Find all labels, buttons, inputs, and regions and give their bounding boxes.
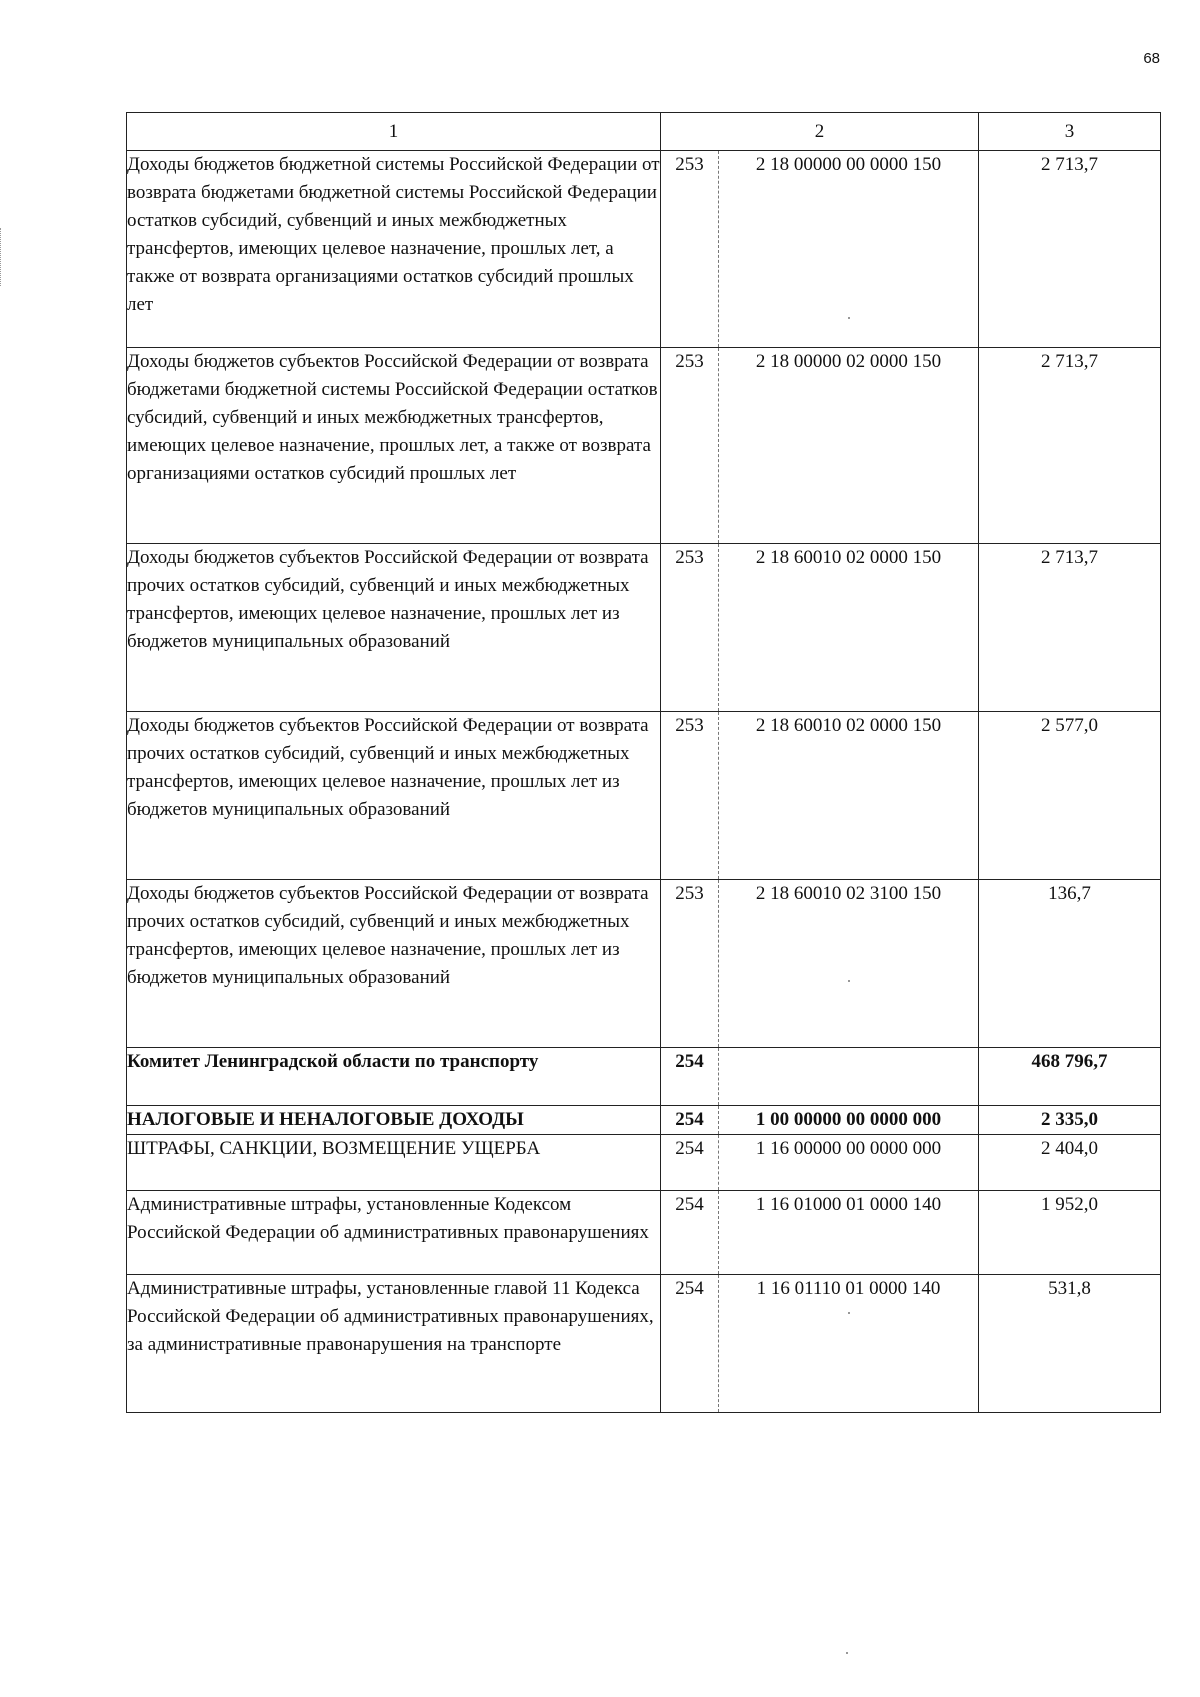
scan-margin-mark (0, 228, 3, 286)
budget-classification-code-cell: 2 18 60010 02 0000 150 (719, 544, 979, 712)
table-header-row (127, 113, 1161, 151)
scan-speck (848, 1312, 850, 1314)
amount-cell: 2 713,7 (979, 544, 1161, 712)
table-row (127, 1275, 1161, 1413)
table-row (127, 348, 1161, 544)
amount-cell: 2 713,7 (979, 151, 1161, 348)
revenue-name-cell: Комитет Ленинградской области по транспорту (127, 1048, 661, 1106)
table-row (127, 1135, 1161, 1191)
budget-classification-code-cell (719, 1048, 979, 1106)
budget-classification-code-cell: 2 18 60010 02 0000 150 (719, 712, 979, 880)
amount-cell: 468 796,7 (979, 1048, 1161, 1106)
budget-classification-code-cell: 1 16 01110 01 0000 140 (719, 1275, 979, 1413)
table-row (127, 544, 1161, 712)
revenue-name-cell: Доходы бюджетов бюджетной системы Российской Федерации от возврата бюджетами бюджетной системы Российской Федерации остатков субсидий, субвенций и иных межбюджетных трансфертов, имеющих целевое назначение, прошлых лет, а также от возврата организациями остатков субсидий прошлых лет (127, 151, 661, 348)
budget-classification-code-cell: 1 16 01000 01 0000 140 (719, 1191, 979, 1275)
admin-code-cell: 253 (661, 348, 719, 544)
table-row (127, 1191, 1161, 1275)
admin-code-cell: 254 (661, 1191, 719, 1275)
revenue-name-cell: Доходы бюджетов субъектов Российской Федерации от возврата прочих остатков субсидий, субвенций и иных межбюджетных трансфертов, имеющих целевое назначение, прошлых лет из бюджетов муниципальных образований (127, 544, 661, 712)
table-row (127, 1048, 1161, 1106)
admin-code-cell: 253 (661, 880, 719, 1048)
amount-cell: 1 952,0 (979, 1191, 1161, 1275)
table-row (127, 151, 1161, 348)
amount-cell: 2 713,7 (979, 348, 1161, 544)
column-header-1: 1 (127, 113, 661, 151)
budget-classification-code-cell: 1 00 00000 00 0000 000 (719, 1106, 979, 1135)
admin-code-cell: 253 (661, 151, 719, 348)
amount-cell: 2 335,0 (979, 1106, 1161, 1135)
scan-speck (848, 980, 850, 982)
amount-cell: 531,8 (979, 1275, 1161, 1413)
budget-revenue-table (126, 112, 1161, 1413)
revenue-name-cell: ШТРАФЫ, САНКЦИИ, ВОЗМЕЩЕНИЕ УЩЕРБА (127, 1135, 661, 1191)
scan-speck (848, 317, 850, 319)
admin-code-cell: 253 (661, 544, 719, 712)
admin-code-cell: 254 (661, 1048, 719, 1106)
admin-code-cell: 254 (661, 1135, 719, 1191)
budget-classification-code-cell: 2 18 60010 02 3100 150 (719, 880, 979, 1048)
table-row (127, 712, 1161, 880)
scan-speck (846, 1652, 848, 1654)
admin-code-cell: 254 (661, 1275, 719, 1413)
budget-classification-code-cell: 2 18 00000 02 0000 150 (719, 348, 979, 544)
table-row (127, 1106, 1161, 1135)
revenue-name-cell: НАЛОГОВЫЕ И НЕНАЛОГОВЫЕ ДОХОДЫ (127, 1106, 661, 1135)
budget-classification-code-cell: 1 16 00000 00 0000 000 (719, 1135, 979, 1191)
revenue-name-cell: Административные штрафы, установленные Кодексом Российской Федерации об административных правонарушениях (127, 1191, 661, 1275)
column-header-2: 2 (661, 113, 979, 151)
budget-classification-code-cell: 2 18 00000 00 0000 150 (719, 151, 979, 348)
revenue-name-cell: Административные штрафы, установленные главой 11 Кодекса Российской Федерации об административных правонарушениях, за административные правонарушения на транспорте (127, 1275, 661, 1413)
amount-cell: 2 404,0 (979, 1135, 1161, 1191)
revenue-name-cell: Доходы бюджетов субъектов Российской Федерации от возврата бюджетами бюджетной системы Российской Федерации остатков субсидий, субвенций и иных межбюджетных трансфертов, имеющих целевое назначение, прошлых лет, а также от возврата организациями остатков субсидий прошлых лет (127, 348, 661, 544)
page-number: 68 (1143, 50, 1160, 67)
table-row (127, 880, 1161, 1048)
admin-code-cell: 253 (661, 712, 719, 880)
amount-cell: 136,7 (979, 880, 1161, 1048)
revenue-name-cell: Доходы бюджетов субъектов Российской Федерации от возврата прочих остатков субсидий, субвенций и иных межбюджетных трансфертов, имеющих целевое назначение, прошлых лет из бюджетов муниципальных образований (127, 712, 661, 880)
amount-cell: 2 577,0 (979, 712, 1161, 880)
column-header-3: 3 (979, 113, 1161, 151)
table-body (127, 151, 1161, 1413)
admin-code-cell: 254 (661, 1106, 719, 1135)
revenue-name-cell: Доходы бюджетов субъектов Российской Федерации от возврата прочих остатков субсидий, субвенций и иных межбюджетных трансфертов, имеющих целевое назначение, прошлых лет из бюджетов муниципальных образований (127, 880, 661, 1048)
